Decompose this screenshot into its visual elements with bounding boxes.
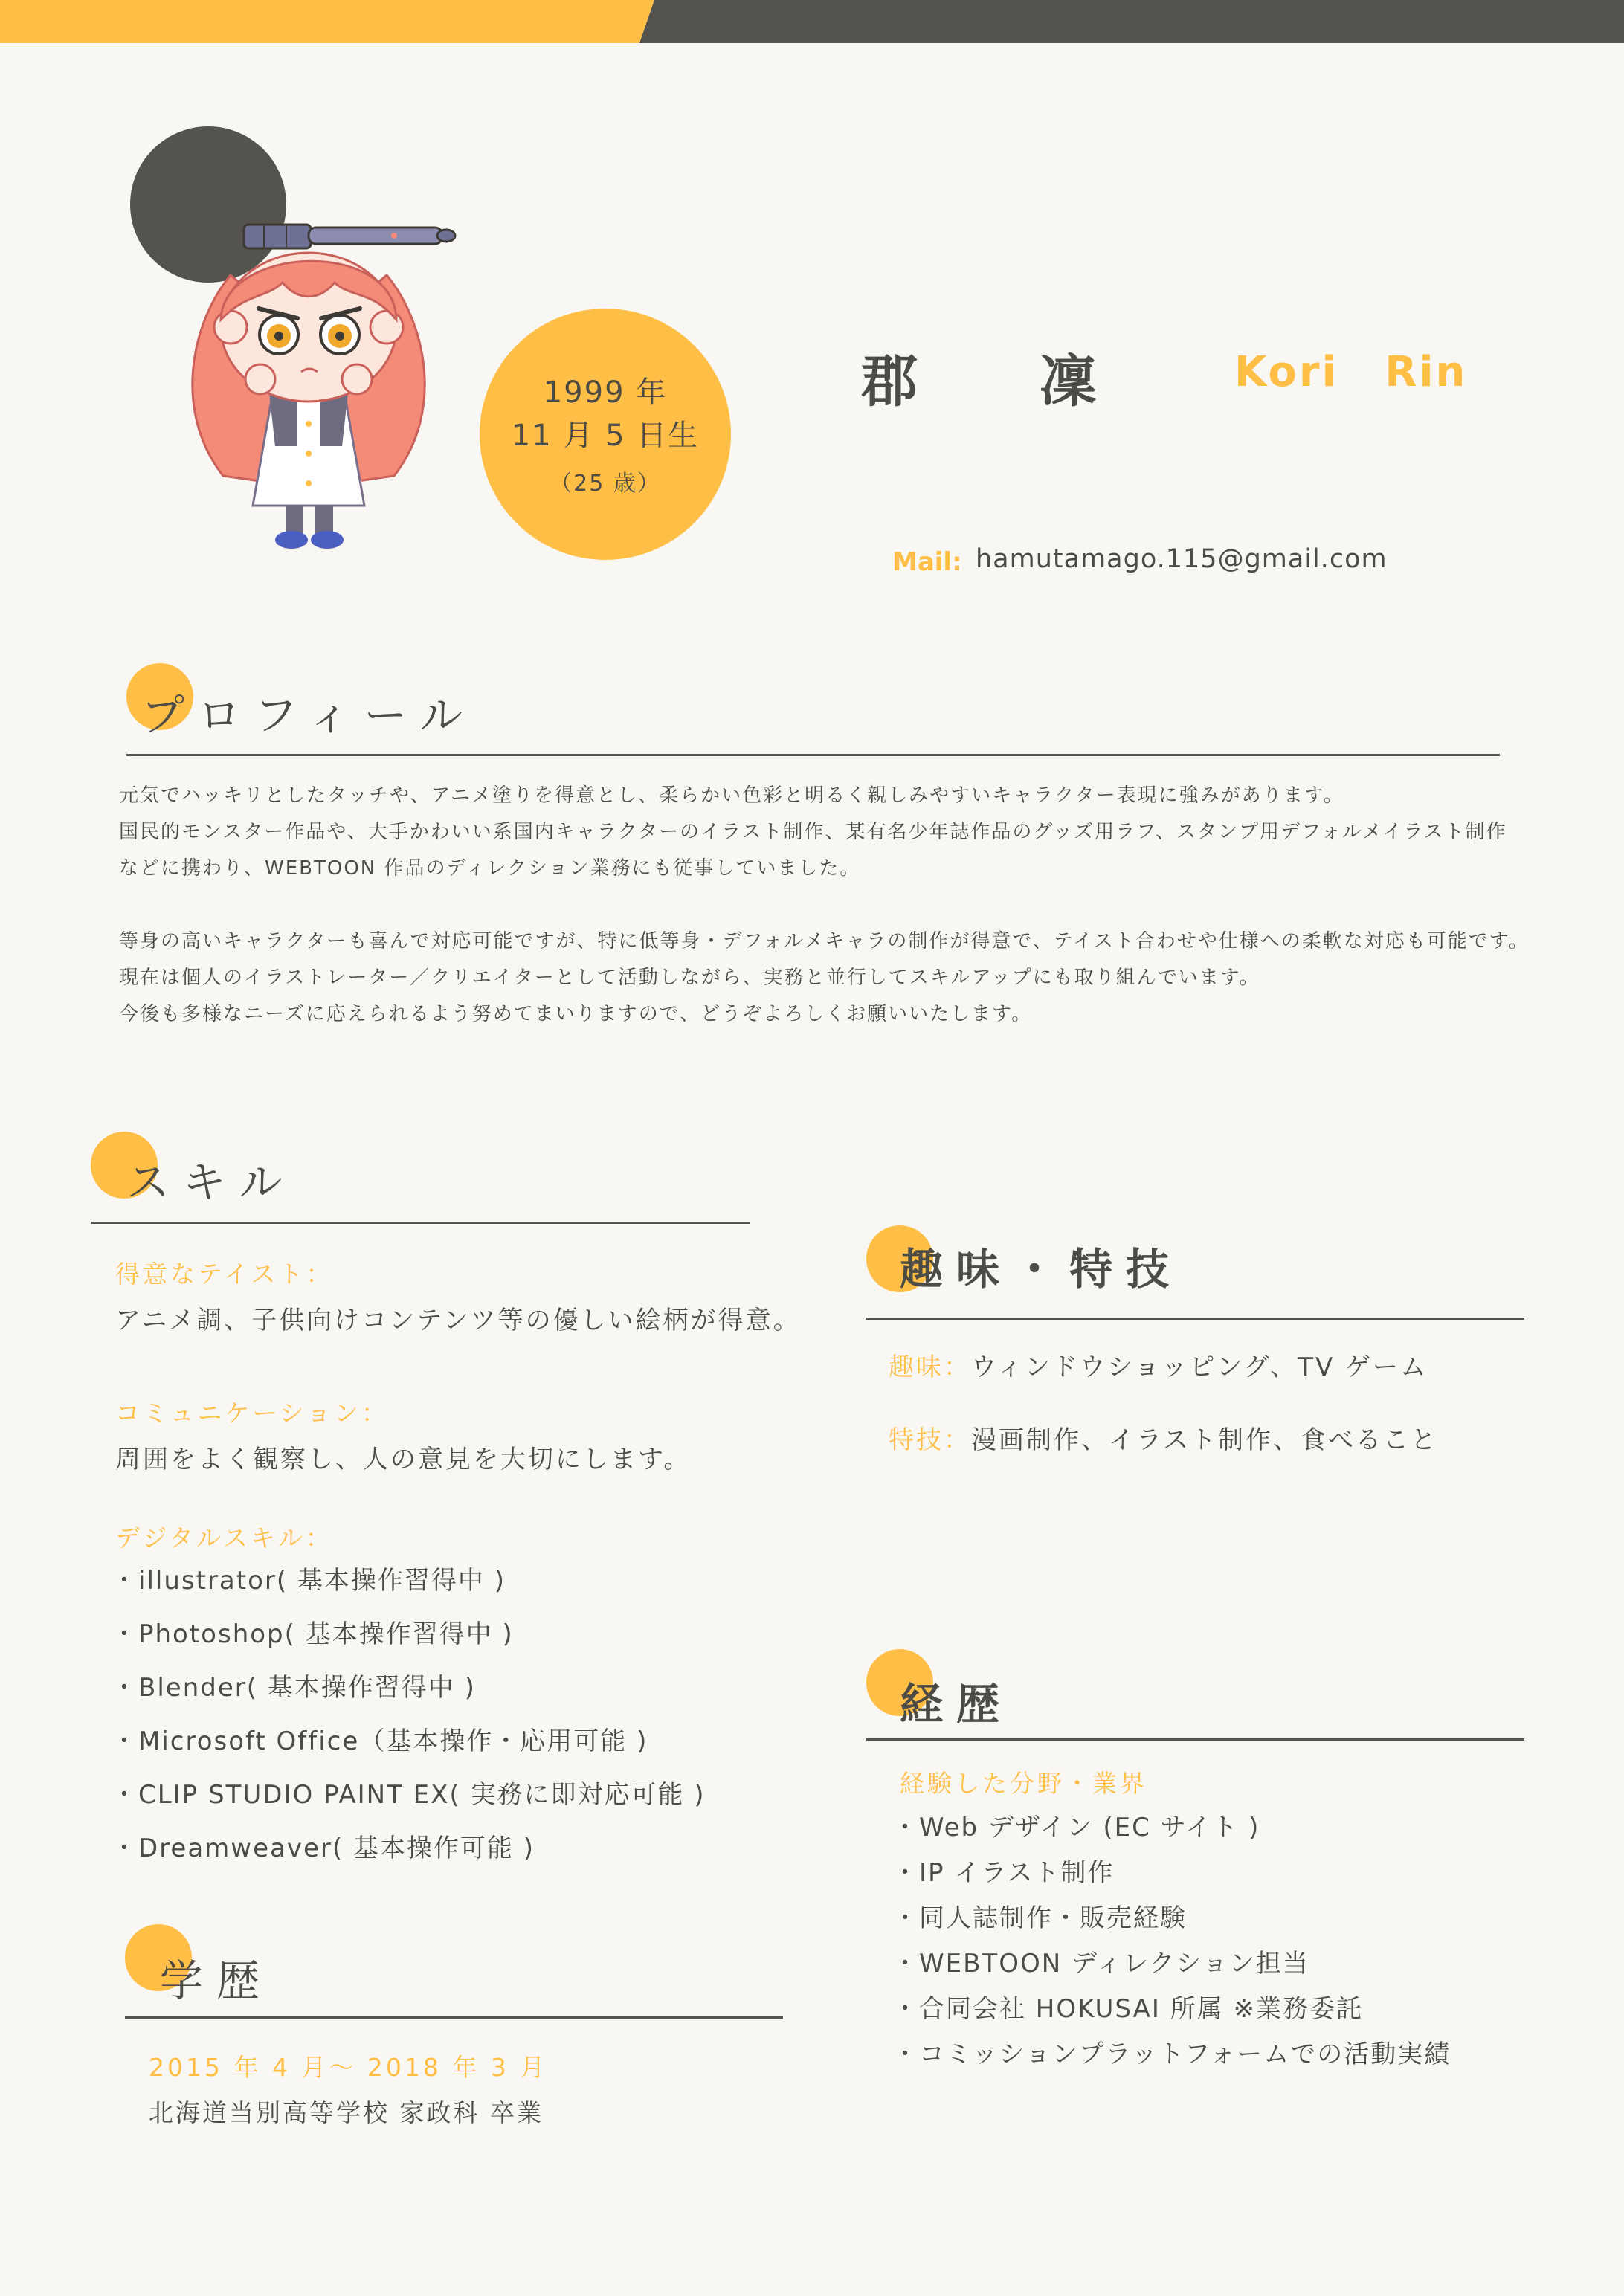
digital-label: デジタルスキル： [115, 1523, 333, 1552]
hobby-label: 趣味： [889, 1352, 971, 1382]
education-divider [125, 2016, 783, 2019]
career-item: ・WEBTOON ディレクション担当 [892, 1949, 1309, 1979]
skills-title: スキル [126, 1157, 296, 1207]
skills-divider [91, 1222, 750, 1224]
hobbies-divider [866, 1318, 1524, 1320]
profile-line: 今後も多様なニーズに応えられるよう努めてまいりますので、どうぞよろしくお願いいたします。 [119, 1003, 1033, 1025]
digital-skill-item: ・CLIP STUDIO PAINT EX( 実務に即対応可能 ) [112, 1780, 706, 1810]
profile-line: 国民的モンスター作品や、大手かわいい系国内キャラクターのイラスト制作、某有名少年誌作品のグッズ用ラフ、スタンプ用デフォルメイラスト制作 [119, 821, 1507, 843]
career-sub-label: 経験した分野・業界 [900, 1769, 1147, 1798]
age: （25 歳） [550, 471, 661, 497]
career-item: ・コミッションプラットフォームでの活動実績 [892, 2039, 1451, 2069]
profile-title: プロフィール [141, 690, 477, 741]
career-item: ・Web デザイン (EC サイト ) [892, 1813, 1260, 1842]
education-school: 北海道当別高等学校 家政科 卒業 [149, 2098, 544, 2127]
communication-value: 周囲をよく観察し、人の意見を大切にします。 [115, 1445, 692, 1474]
career-item: ・IP イラスト制作 [892, 1858, 1115, 1888]
name-japanese [861, 336, 1099, 417]
communication-label: コミュニケーション： [115, 1399, 390, 1428]
hobbies-title: 趣味・特技 [900, 1244, 1183, 1294]
profile-line: などに携わり、WEBTOON 作品のディレクション業務にも従事していました。 [119, 857, 861, 880]
profile-text [119, 778, 1569, 1033]
digital-skill-item: ・illustrator( 基本操作習得中 ) [112, 1566, 506, 1596]
special-skill-value: 漫画制作、イラスト制作、食べること [971, 1425, 1438, 1455]
birth-year: 1999 年 [543, 375, 668, 410]
taste-value: アニメ調、子供向けコンテンツ等の優しい絵柄が得意。 [115, 1306, 801, 1335]
character-avatar [126, 126, 513, 558]
education-period: 2015 年 4 月～ 2018 年 3 月 [149, 2053, 548, 2082]
special-skill-row [889, 1419, 1438, 1456]
birth-date-circle [480, 309, 731, 560]
hobby-row [889, 1347, 1428, 1383]
profile-line: 等身の高いキャラクターも喜んで対応可能ですが、特に低等身・デフォルメキャラの制作が得意で、テイスト合わせや仕様への柔軟な対応も可能です。 [119, 930, 1530, 952]
education-title: 学歴 [160, 1955, 274, 2006]
career-divider [866, 1738, 1524, 1741]
mail-address[interactable]: hamutamago.115@gmail.com [976, 544, 1388, 574]
profile-line: 現在は個人のイラストレーター／クリエイターとして活動しながら、実務と並行してスキルアップにも取り組んでいます。 [119, 967, 1260, 989]
profile-divider [126, 754, 1500, 756]
top-decor-bar [0, 0, 1624, 43]
career-item: ・同人誌制作・販売経験 [892, 1903, 1187, 1933]
profile-line: 元気でハッキリとしたタッチや、アニメ塗りを得意とし、柔らかい色彩と明るく親しみやすいキャラクター表現に強みがあります。 [119, 784, 1344, 807]
name-english: Kori Rin [1234, 348, 1468, 396]
career-title: 経歴 [900, 1679, 1014, 1729]
career-list [892, 1807, 1451, 2079]
hobby-value: ウィンドウショッピング、TV ゲーム [971, 1352, 1428, 1382]
career-item: ・合同会社 HOKUSAI 所属 ※業務委託 [892, 1994, 1364, 2024]
digital-skill-item: ・Blender( 基本操作習得中 ) [112, 1673, 476, 1703]
digital-skill-item: ・Dreamweaver( 基本操作可能 ) [112, 1834, 535, 1863]
digital-skill-item: ・Photoshop( 基本操作習得中 ) [112, 1619, 514, 1649]
mail-label: Mail: [892, 547, 962, 577]
special-skill-label: 特技： [889, 1425, 971, 1455]
name-jp-given: 凜 [1040, 348, 1099, 414]
name-jp-family: 郡 [861, 348, 921, 414]
birth-day: 11 月 5 日生 [511, 419, 700, 453]
digital-skill-item: ・Microsoft Office（基本操作・応用可能 ) [112, 1726, 648, 1756]
digital-skill-list [112, 1560, 706, 1881]
taste-label: 得意なテイスト： [115, 1260, 334, 1289]
